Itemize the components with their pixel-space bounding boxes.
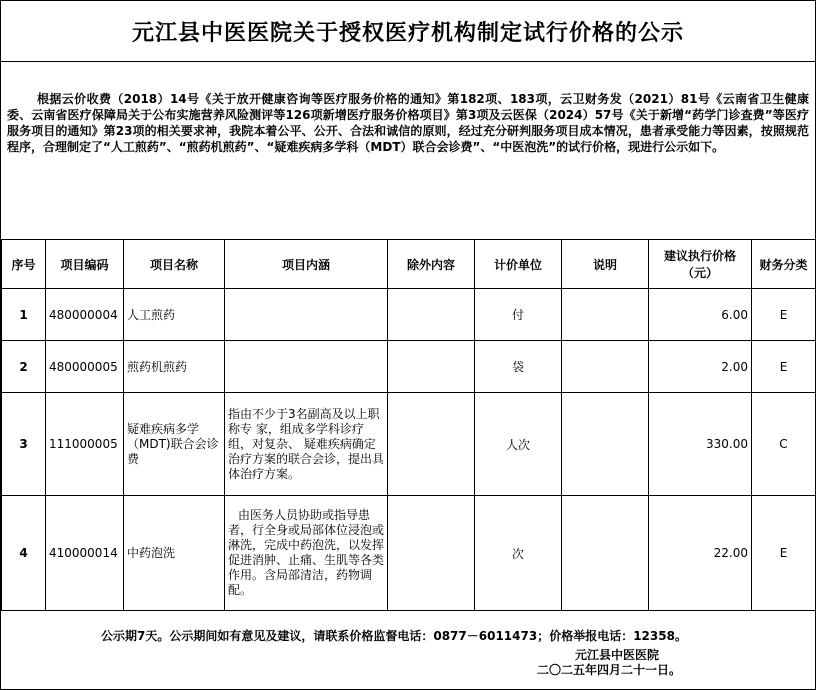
cell-note bbox=[562, 289, 649, 341]
intro-paragraph: 根据云价收费（2018）14号《关于放开健康咨询等医疗服务价格的通知》第182项、183项，云卫财务发（2021）81号《云南省卫生健康委、云南省医疗保障局关于公布实施营养风险测评等126项新增医疗服务价格项目》第3项及云医保（2024）57号《关于新增“药学门诊查费”等医疗服务项目的通知》第23项的相关要求神，我院本着公平、公开、合法和诚信的原则，经过充分研判服务项目成本情况，患者承受能力等因素，按照规范程序，合理制定了“人工煎药”、“煎药机煎药”、“疑难疾病多学科（MDT）联合会诊费”、“中医泡洗”的试行价格，现进行公示如下。 bbox=[7, 92, 809, 154]
cell-exclude bbox=[388, 496, 475, 611]
cell-price: 330.00 bbox=[649, 393, 752, 496]
cell-content bbox=[225, 341, 388, 393]
cell-code: 480000005 bbox=[46, 341, 124, 393]
cell-unit: 袋 bbox=[475, 341, 562, 393]
signature: 元江县中医医院 bbox=[575, 648, 660, 662]
header-unit: 计价单位 bbox=[475, 240, 562, 289]
cell-name: 疑难疾病多学（MDT)联合会诊费 bbox=[124, 393, 225, 496]
cell-note bbox=[562, 341, 649, 393]
page-title: 元江县中医医院关于授权医疗机构制定试行价格的公示 bbox=[1, 1, 815, 62]
cell-price: 6.00 bbox=[649, 289, 752, 341]
cell-category: E bbox=[752, 289, 816, 341]
cell-name: 人工煎药 bbox=[124, 289, 225, 341]
cell-name: 中药泡洗 bbox=[124, 496, 225, 611]
cell-seq: 4 bbox=[2, 496, 46, 611]
publicity-note: 公示期7天。公示期间如有意见及建议，请联系价格监督电话：0877－6011473；价格举报电话：12358。 bbox=[101, 629, 687, 643]
cell-price: 2.00 bbox=[649, 341, 752, 393]
cell-seq: 2 bbox=[2, 341, 46, 393]
cell-code: 410000014 bbox=[46, 496, 124, 611]
cell-seq: 3 bbox=[2, 393, 46, 496]
issue-date: 二〇二五年四月二十一日。 bbox=[537, 663, 682, 677]
header-note: 说明 bbox=[562, 240, 649, 289]
cell-category: E bbox=[752, 496, 816, 611]
header-code: 项目编码 bbox=[46, 240, 124, 289]
cell-unit: 付 bbox=[475, 289, 562, 341]
cell-content bbox=[225, 289, 388, 341]
cell-code: 480000004 bbox=[46, 289, 124, 341]
cell-category: C bbox=[752, 393, 816, 496]
cell-content: 由医务人员协助或指导患者，行全身或局部体位浸泡或淋洗，完成中药泡洗，以发挥促进消肿、止痛、生肌等各类作用。含局部清洁，药物调配。 bbox=[225, 496, 388, 611]
header-seq: 序号 bbox=[2, 240, 46, 289]
cell-category: E bbox=[752, 341, 816, 393]
table-row bbox=[2, 496, 816, 611]
cell-unit: 人次 bbox=[475, 393, 562, 496]
cell-price: 22.00 bbox=[649, 496, 752, 611]
table-row bbox=[2, 341, 816, 393]
table-row bbox=[2, 289, 816, 341]
cell-code: 111000005 bbox=[46, 393, 124, 496]
cell-unit: 次 bbox=[475, 496, 562, 611]
table-header-row bbox=[2, 240, 816, 289]
cell-name: 煎药机煎药 bbox=[124, 341, 225, 393]
cell-seq: 1 bbox=[2, 289, 46, 341]
cell-exclude bbox=[388, 341, 475, 393]
header-price: 建议执行价格（元） bbox=[649, 240, 752, 289]
cell-exclude bbox=[388, 289, 475, 341]
header-exclude: 除外内容 bbox=[388, 240, 475, 289]
cell-note bbox=[562, 393, 649, 496]
cell-exclude bbox=[388, 393, 475, 496]
header-name: 项目名称 bbox=[124, 240, 225, 289]
cell-content: 指由不少于3名副高及以上职称专 家，组成多学科诊疗组，对复杂、 疑难疾病确定治疗方案的联合会诊，提出具体治疗方案。 bbox=[225, 393, 388, 496]
price-table bbox=[1, 239, 816, 611]
header-content: 项目内涵 bbox=[225, 240, 388, 289]
header-category: 财务分类 bbox=[752, 240, 816, 289]
table-row bbox=[2, 393, 816, 496]
cell-note bbox=[562, 496, 649, 611]
